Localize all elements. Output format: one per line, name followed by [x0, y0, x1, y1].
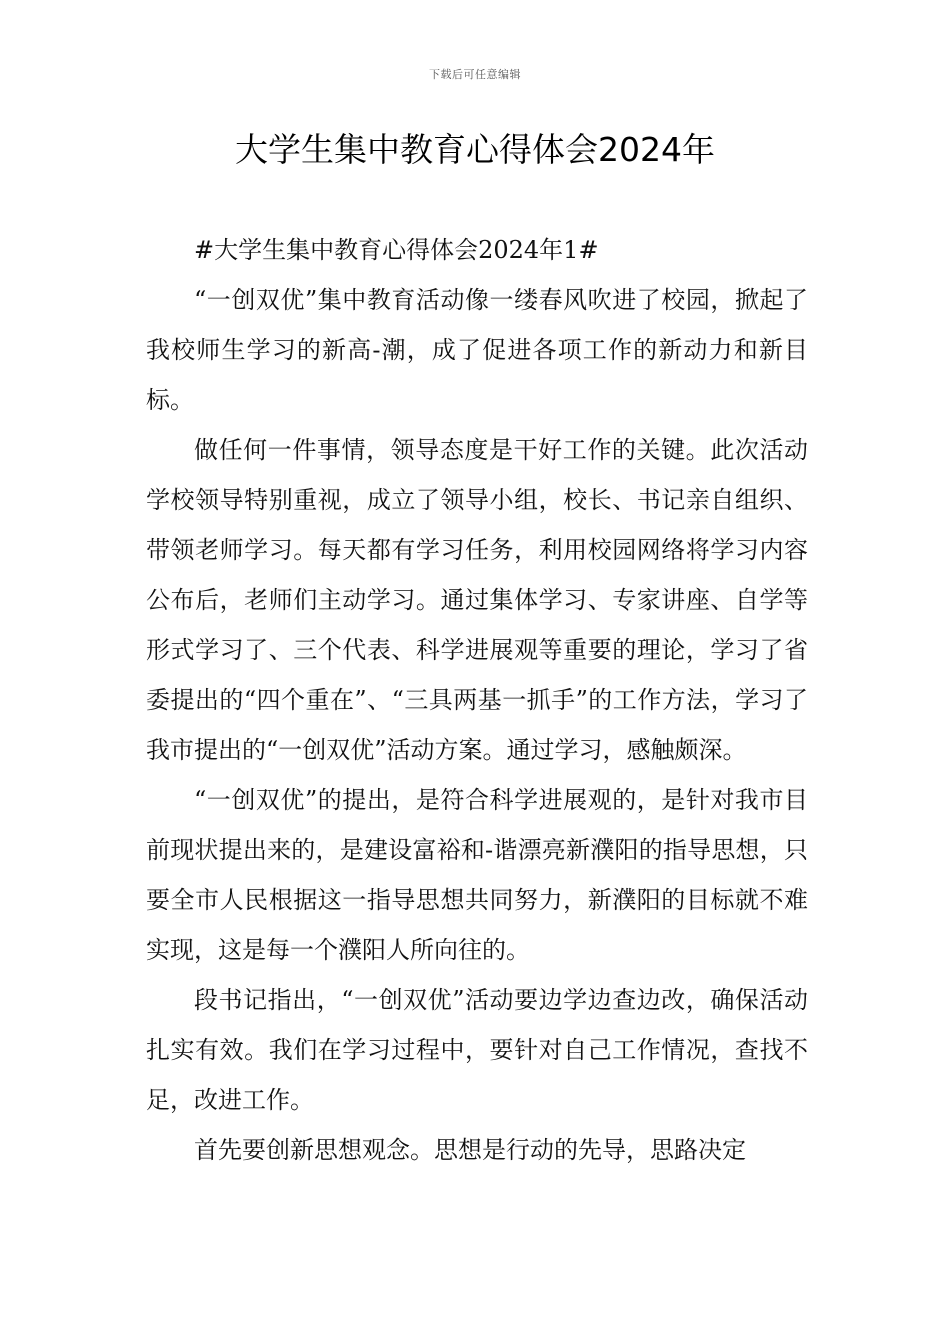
document-title: 大学生集中教育心得体会2024年: [235, 130, 715, 169]
paragraph: 做任何一件事情，领导态度是干好工作的关键。此次活动学校领导特别重视，成立了领导小组，校长、书记亲自组织、带领老师学习。每天都有学习任务，利用校园网络将学习内容公布后，老师们主动学习。通过集体学习、专家讲座、自学等形式学习了、三个代表、科学进展观等重要的理论，学习了省委提出的“四个重在”、“三具两基一抓手”的工作方法，学习了我市提出的“一创双优”活动方案。通过学习，感触颇深。: [146, 436, 808, 764]
header-note: 下载后可任意编辑: [429, 68, 521, 81]
paragraph: 段书记指出，“一创双优”活动要边学边查边改，确保活动扎实有效。我们在学习过程中，要针对自己工作情况，查找不足，改进工作。: [146, 986, 808, 1114]
paragraph: “一创双优”集中教育活动像一缕春风吹进了校园，掀起了我校师生学习的新高-潮，成了促进各项工作的新动力和新目标。: [146, 286, 808, 414]
paragraph: 首先要创新思想观念。思想是行动的先导，思路决定: [194, 1136, 746, 1164]
paragraph: “一创双优”的提出，是符合科学进展观的，是针对我市目前现状提出来的，是建设富裕和-谐漂亮新濮阳的指导思想，只要全市人民根据这一指导思想共同努力，新濮阳的目标就不难实现，这是每一个濮阳人所向往的。: [146, 786, 808, 964]
paragraph-heading: #大学生集中教育心得体会2024年1#: [194, 236, 599, 264]
document-body: [146, 225, 808, 1175]
